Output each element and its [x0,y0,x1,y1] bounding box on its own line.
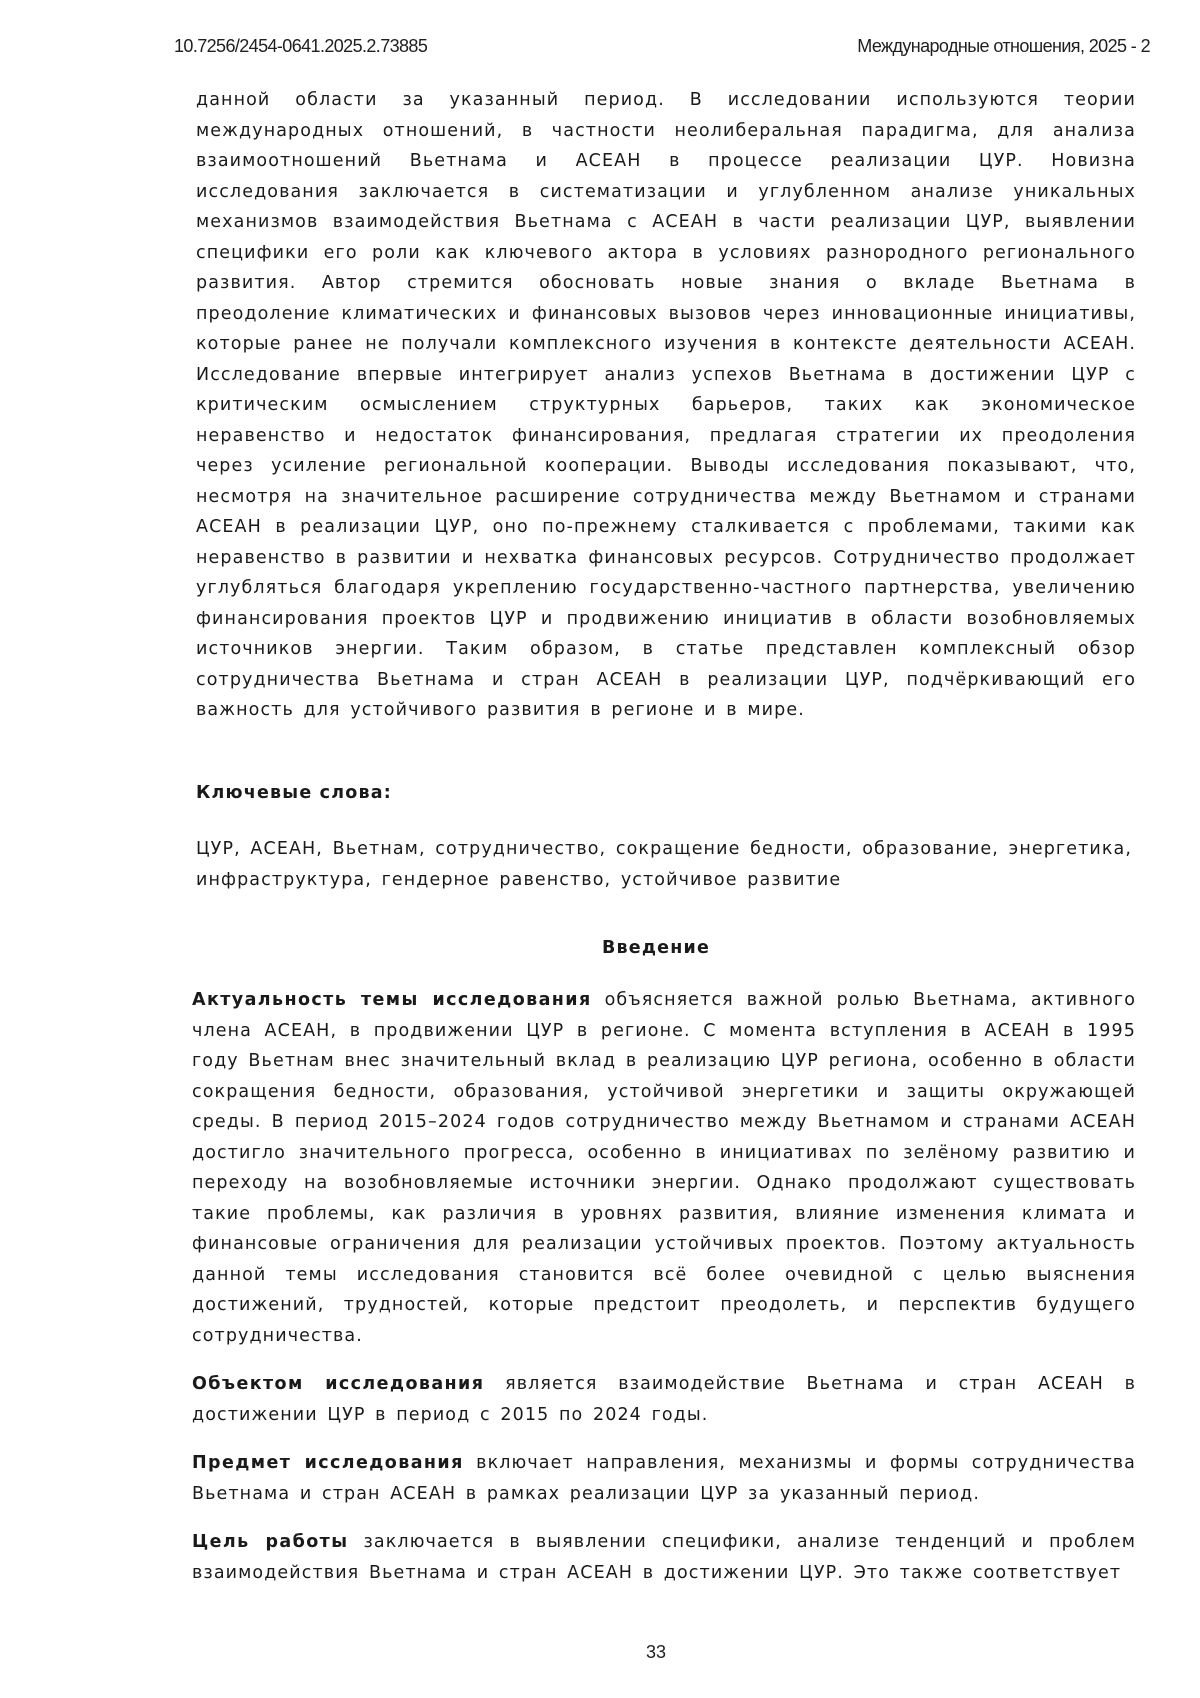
relevance-lead: Актуальность темы исследования [192,990,592,1010]
abstract-paragraph: данной области за указанный период. В исследовании используются теории международных отношений, в частности неолиберальная парадигма, для анализа взаимоотношений Вьетнама и АСЕАН в процессе реализации ЦУР. Новизна исследования заключается в систематизации и углубленном анализе уникальных механизмов взаимодействия Вьетнама с АСЕАН в части реализации ЦУР, выявлении специфики его роли как ключевого актора в условиях разнородного регионального развития. Автор стремится обосновать новые знания о вкладе Вьетнама в преодоление климатических и финансовых вызовов через инновационные инициативы, которые ранее не получали комплексного изучения в контексте деятельности АСЕАН. Исследование впервые интегрирует анализ успехов Вьетнама в достижении ЦУР с критическим осмыслением структурных барьеров, таких как экономическое неравенство и недостаток финансирования, предлагая стратегии их преодоления через усиление региональной кооперации. Выводы исследования показывают, что, несмотря на значительное расширение сотрудничества между Вьетнамом и странами АСЕАН в реализации ЦУР, оно по-прежнему сталкивается с проблемами, такими как неравенство в развитии и нехватка финансовых ресурсов. Сотрудничество продолжает углубляться благодаря укреплению государственно-частного партнерства, увеличению финансирования проектов ЦУР и продвижению инициатив в области возобновляемых источников энергии. Таким образом, в статье представлен комплексный обзор сотрудничества Вьетнама и стран АСЕАН в реализации ЦУР, подчёркивающий его важность для устойчивого развития в регионе и в мире. [196,85,1136,726]
page-number: 33 [0,1642,1200,1663]
journal-issue-label: Международные отношения, 2025 - 2 [857,36,1150,57]
relevance-text: объясняется важной ролью Вьетнама, активного члена АСЕАН, в продвижении ЦУР в регионе. С момента вступления в АСЕАН в 1995 году Вьетнам внес значительный вклад в реализацию ЦУР региона, особенно в области сокращения бедности, образования, устойчивой энергетики и защиты окружающей среды. В период 2015–2024 годов сотрудничество между Вьетнамом и странами АСЕАН достигло значительного прогресса, особенно в инициативах по зелёному развитию и переходу на возобновляемые источники энергии. Однако продолжают существовать такие проблемы, как различия в уровнях развития, влияние изменения климата и финансовые ограничения для реализации устойчивых проектов. Поэтому актуальность данной темы исследования становится всё более очевидной с целью выяснения достижений, трудностей, которые предстоит преодолеть, и перспектив будущего сотрудничества. [192,990,1136,1346]
subject-text: включает направления, механизмы и формы сотрудничества Вьетнама и стран АСЕАН в рамках реализации ЦУР за указанный период. [192,1453,1136,1504]
goal-paragraph [192,1527,1136,1588]
object-text: является взаимодействие Вьетнама и стран АСЕАН в достижении ЦУР в период с 2015 по 2024 годы. [192,1374,1136,1425]
keywords-list: ЦУР, АСЕАН, Вьетнам, сотрудничество, сокращение бедности, образование, энергетика, инфраструктура, гендерное равенство, устойчивое развитие [196,834,1136,895]
subject-paragraph [192,1448,1136,1509]
object-lead: Объектом исследования [192,1374,484,1394]
relevance-paragraph [192,985,1136,1351]
object-paragraph [192,1369,1136,1430]
introduction-heading: Введение [0,938,1200,958]
goal-text: заключается в выявлении специфики, анализе тенденций и проблем взаимодействия Вьетнама и стран АСЕАН в достижении ЦУР. Это также соответствует [192,1532,1136,1583]
page-header [174,36,1150,60]
goal-lead: Цель работы [192,1532,348,1552]
subject-lead: Предмет исследования [192,1453,464,1473]
doi-label: 10.7256/2454-0641.2025.2.73885 [174,36,427,57]
keywords-heading: Ключевые слова: [196,783,392,803]
